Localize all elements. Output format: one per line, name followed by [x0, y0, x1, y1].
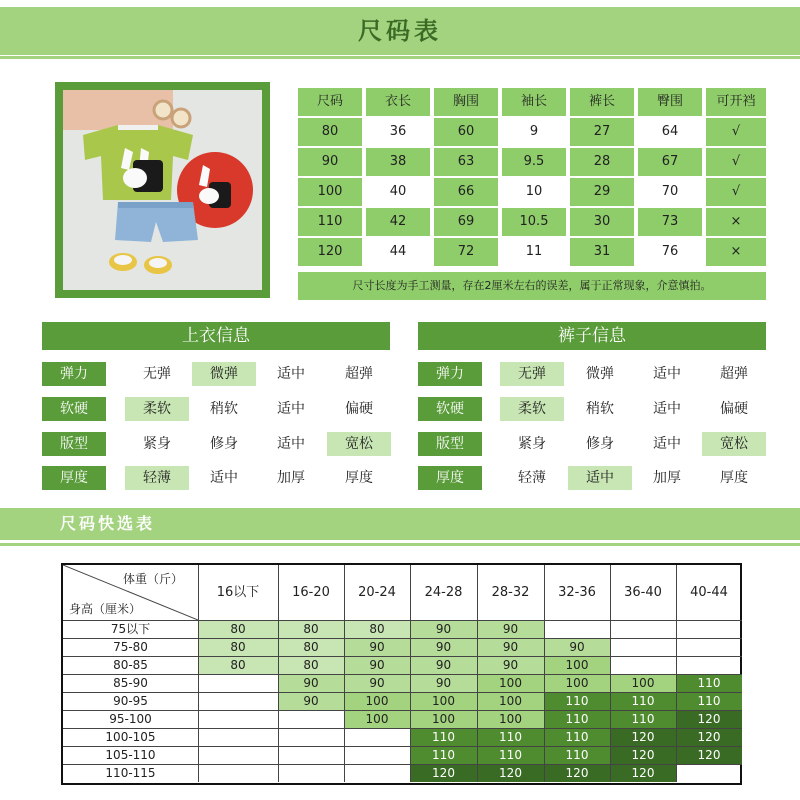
size-table-cell: 44	[389, 244, 407, 259]
quick-select-cell: 90	[278, 674, 344, 692]
quick-select-cell: 110	[410, 746, 477, 764]
attribute-option: 微弹	[586, 366, 614, 382]
quick-select-cell: 80	[198, 656, 278, 674]
quick-select-cell: 100	[477, 710, 544, 728]
quick-select-cell: 100	[344, 692, 410, 710]
quick-select-cell: 90	[544, 638, 610, 656]
height-header: 90-95	[113, 694, 148, 708]
quick-select-cell: 120	[610, 746, 676, 764]
attribute-label: 弹力	[42, 362, 106, 386]
size-table-cell: 29	[570, 178, 634, 206]
height-header: 80-85	[113, 658, 148, 672]
size-table-row	[298, 238, 766, 266]
quick-select-cell: 100	[544, 656, 610, 674]
size-table-cell: 30	[570, 208, 634, 236]
size-table-cell: 40	[389, 184, 407, 199]
size-table-cell: 10.5	[502, 208, 566, 236]
attribute-option-selected: 无弹	[500, 362, 564, 386]
size-table-cell: √	[706, 148, 766, 176]
size-table-cell: 36	[389, 124, 407, 139]
height-header: 95-100	[109, 712, 152, 726]
attribute-option: 适中	[210, 470, 238, 486]
quick-select-cell: 120	[544, 764, 610, 782]
size-table-cell: 64	[661, 124, 679, 139]
size-table-cell: 11	[525, 244, 543, 259]
quick-banner-line	[0, 543, 800, 546]
size-table-header-cell: 衣长	[366, 88, 430, 116]
height-header: 85-90	[113, 676, 148, 690]
quick-select-cell: 90	[477, 656, 544, 674]
size-table-cell: √	[706, 118, 766, 146]
quick-select-cell: 90	[410, 674, 477, 692]
quick-select-cell: 110	[676, 674, 742, 692]
quick-select-cell: 80	[344, 620, 410, 638]
attribute-option: 稍软	[586, 401, 614, 417]
size-table-cell: 73	[638, 208, 702, 236]
quick-select-cell: 100	[410, 710, 477, 728]
size-table-header-cell: 臀围	[638, 88, 702, 116]
size-table-cell: 38	[366, 148, 430, 176]
attribute-option: 稍软	[210, 401, 238, 417]
quick-select-title: 尺码快选表	[60, 514, 156, 533]
quick-select-cell: 110	[676, 692, 742, 710]
size-table-header-cell: 裤长	[570, 88, 634, 116]
corner-height-label: 身高（厘米）	[69, 602, 142, 616]
attribute-option: 适中	[653, 436, 681, 452]
attribute-label: 厚度	[42, 466, 106, 490]
size-table-cell: 67	[638, 148, 702, 176]
quick-select-cell: 100	[477, 674, 544, 692]
size-table-row	[298, 118, 766, 146]
top-info-title: 上衣信息	[42, 322, 390, 350]
size-table-cell: 76	[661, 244, 679, 259]
size-table-cell: 100	[298, 178, 362, 206]
attribute-option-selected: 轻薄	[125, 466, 189, 490]
quick-select-cell: 120	[676, 710, 742, 728]
product-illustration	[63, 90, 262, 290]
size-table-cell: ×	[706, 238, 766, 266]
attribute-option-selected: 微弹	[192, 362, 256, 386]
attribute-option: 加厚	[277, 470, 305, 486]
product-photo	[55, 82, 270, 298]
quick-select-cell: 90	[410, 638, 477, 656]
quick-select-cell: 110	[410, 728, 477, 746]
attribute-label: 软硬	[42, 397, 106, 421]
quick-select-cell: 120	[610, 764, 676, 782]
weight-header: 16以下	[216, 585, 260, 600]
attribute-label: 软硬	[418, 397, 482, 421]
quick-select-cell: 110	[544, 692, 610, 710]
quick-select-cell: 90	[278, 692, 344, 710]
quick-select-cell: 100	[610, 674, 676, 692]
quick-select-cell: 110	[544, 710, 610, 728]
size-table-cell: 110	[298, 208, 362, 236]
size-table-cell: 9	[529, 124, 539, 139]
top-banner	[0, 0, 800, 64]
quick-select-banner	[0, 505, 800, 551]
size-table-row	[298, 148, 766, 176]
quick-select-cell: 110	[610, 692, 676, 710]
size-table-header-cell: 可开裆	[706, 88, 766, 116]
banner-line	[0, 56, 800, 59]
size-table-cell: ×	[706, 208, 766, 236]
quick-select-cell: 110	[544, 728, 610, 746]
attribute-option-selected: 宽松	[702, 432, 766, 456]
quick-select-cell: 90	[477, 620, 544, 638]
size-table-row	[298, 208, 766, 236]
weight-header: 16-20	[292, 585, 330, 600]
attribute-option: 无弹	[143, 366, 171, 382]
quick-select-cell: 100	[410, 692, 477, 710]
size-table-cell: 120	[298, 238, 362, 266]
attribute-option: 适中	[277, 401, 305, 417]
quick-select-cell: 100	[344, 710, 410, 728]
attribute-option-selected: 适中	[568, 466, 632, 490]
attribute-option: 紧身	[518, 436, 546, 452]
quick-select-cell: 100	[477, 692, 544, 710]
quick-select-cell: 80	[198, 638, 278, 656]
attribute-option-selected: 宽松	[327, 432, 391, 456]
size-table-cell: 72	[434, 238, 498, 266]
attribute-option: 适中	[277, 436, 305, 452]
size-table-cell: 80	[298, 118, 362, 146]
quick-select-cell: 90	[344, 674, 410, 692]
quick-select-cell: 120	[477, 764, 544, 782]
corner-weight-label: 体重（斤）	[123, 572, 184, 586]
weight-header: 40-44	[690, 585, 728, 600]
attribute-option: 修身	[586, 436, 614, 452]
attribute-option: 适中	[653, 366, 681, 382]
quick-select-cell: 90	[410, 620, 477, 638]
quick-select-cell: 80	[278, 620, 344, 638]
weight-header: 28-32	[491, 585, 530, 600]
size-table-cell: 60	[434, 118, 498, 146]
size-table-header-cell: 尺码	[298, 88, 362, 116]
attribute-option: 修身	[210, 436, 238, 452]
attribute-option: 超弹	[720, 366, 748, 382]
size-table-header-cell: 胸围	[434, 88, 498, 116]
size-table-cell: 10	[525, 184, 543, 199]
quick-select-table	[61, 563, 742, 785]
quick-select-cell: 120	[610, 728, 676, 746]
attribute-option: 厚度	[720, 470, 748, 486]
quick-select-cell: 110	[544, 746, 610, 764]
attribute-option: 适中	[653, 401, 681, 417]
quick-select-cell: 110	[610, 710, 676, 728]
size-table-header	[298, 88, 766, 116]
height-header: 100-105	[105, 730, 156, 744]
pants-info-title: 裤子信息	[418, 322, 766, 350]
size-table-cell: 42	[366, 208, 430, 236]
weight-header: 20-24	[358, 585, 396, 600]
attribute-option: 偏硬	[345, 401, 373, 417]
attribute-option: 偏硬	[720, 401, 748, 417]
height-header: 105-110	[105, 748, 156, 762]
size-table-cell: √	[706, 178, 766, 206]
weight-header: 36-40	[624, 585, 662, 600]
quick-select-cell: 120	[676, 746, 742, 764]
attribute-option: 轻薄	[518, 470, 546, 486]
size-note: 尺寸长度为手工测量，存在2厘米左右的误差，属于正常现象，介意慎拍。	[298, 272, 766, 300]
height-header: 75以下	[110, 622, 151, 636]
attribute-option-selected: 柔软	[125, 397, 189, 421]
quick-select-cell: 90	[410, 656, 477, 674]
attribute-label: 弹力	[418, 362, 482, 386]
attribute-label: 厚度	[418, 466, 482, 490]
quick-select-cell: 80	[278, 638, 344, 656]
page-title: 尺码表	[358, 17, 442, 45]
quick-select-cell: 120	[676, 728, 742, 746]
quick-select-cell: 90	[344, 638, 410, 656]
size-table-cell: 69	[434, 208, 498, 236]
size-table-cell: 28	[570, 148, 634, 176]
attribute-label: 版型	[42, 432, 106, 456]
attribute-option: 厚度	[345, 470, 373, 486]
attribute-option-selected: 柔软	[500, 397, 564, 421]
attribute-option: 加厚	[653, 470, 681, 486]
quick-select-cell: 100	[544, 674, 610, 692]
quick-select-cell: 80	[278, 656, 344, 674]
size-table-header-cell: 袖长	[502, 88, 566, 116]
size-table-cell: 27	[570, 118, 634, 146]
quick-select-cell: 120	[410, 764, 477, 782]
attribute-option: 适中	[277, 366, 305, 382]
size-table-cell: 31	[570, 238, 634, 266]
attribute-option: 紧身	[143, 436, 171, 452]
size-table-cell: 9.5	[502, 148, 566, 176]
height-header: 110-115	[105, 766, 156, 780]
size-table-cell: 66	[434, 178, 498, 206]
quick-select-cell: 80	[198, 620, 278, 638]
quick-select-cell: 90	[344, 656, 410, 674]
quick-select-cell: 90	[477, 638, 544, 656]
attribute-label: 版型	[418, 432, 482, 456]
quick-select-cell: 110	[477, 728, 544, 746]
size-table-row	[298, 178, 766, 206]
quick-select-cell: 110	[477, 746, 544, 764]
size-table-cell: 63	[434, 148, 498, 176]
height-header: 75-80	[113, 640, 148, 654]
size-table-cell: 70	[661, 184, 679, 199]
size-table-cell: 90	[298, 148, 362, 176]
weight-header: 24-28	[424, 585, 463, 600]
weight-header: 32-36	[558, 585, 596, 600]
attribute-option: 超弹	[345, 366, 373, 382]
